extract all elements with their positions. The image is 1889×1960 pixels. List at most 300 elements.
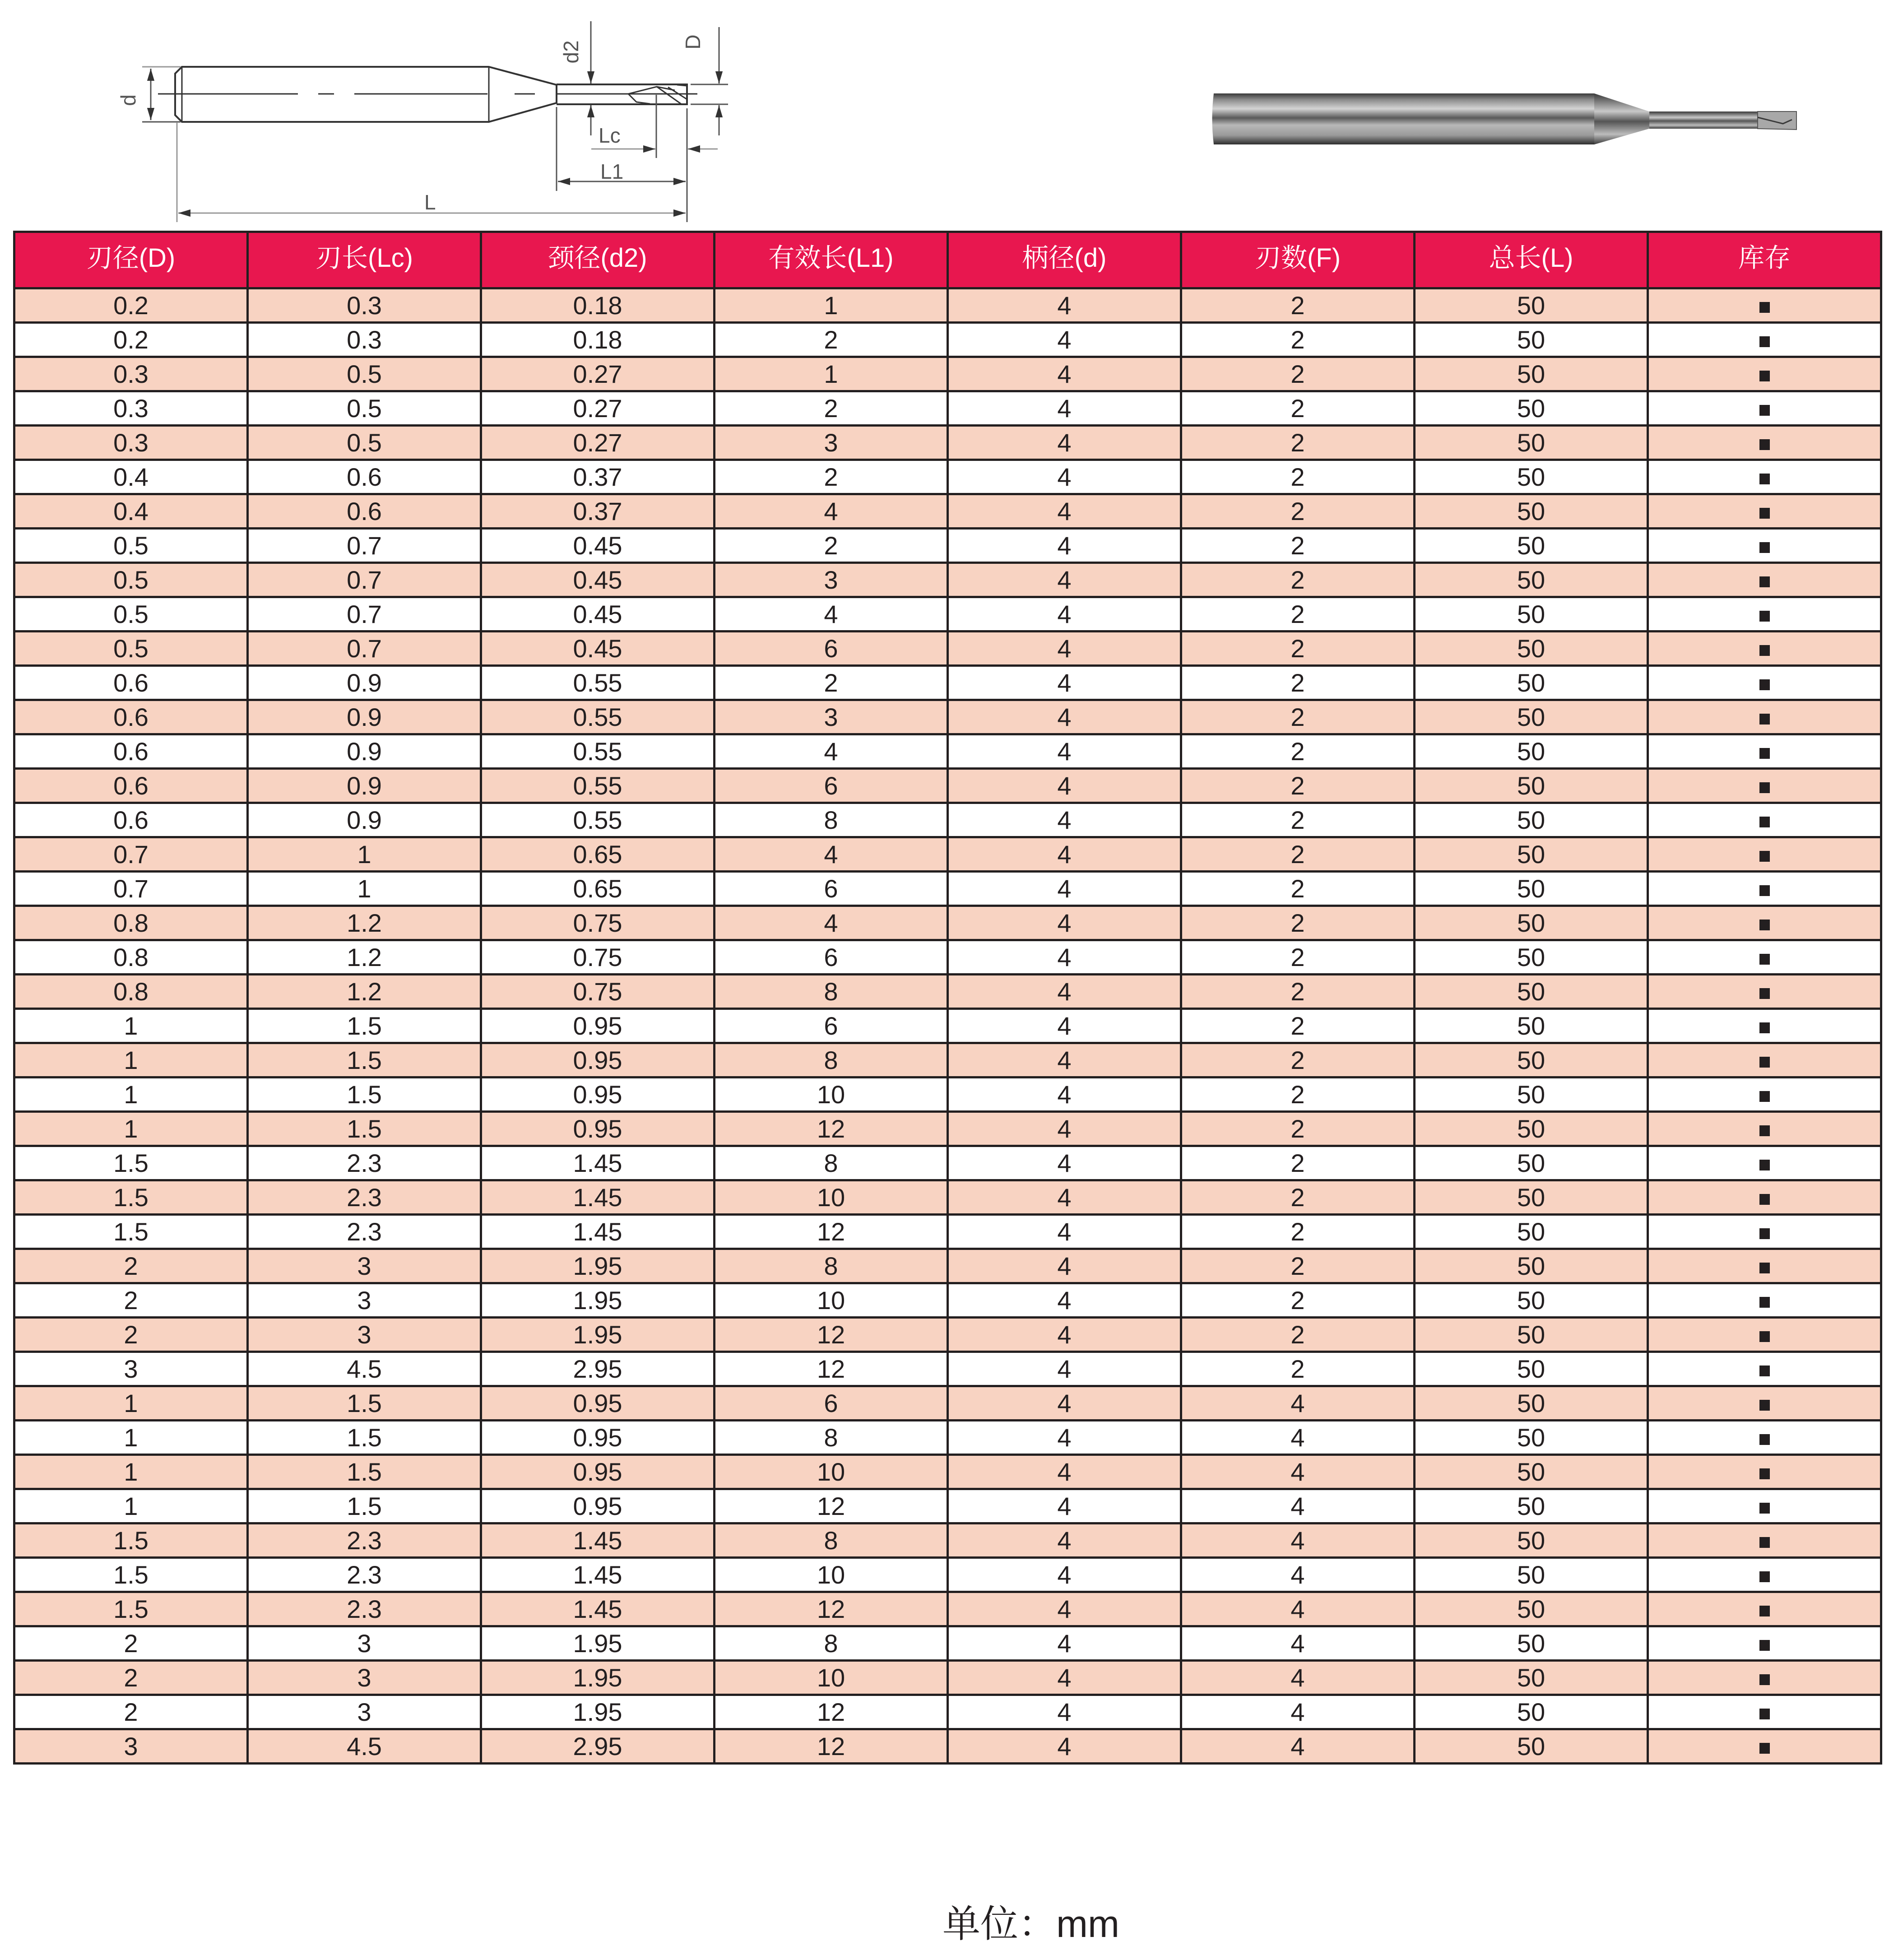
cell-shank-diameter: 4 [948,1729,1181,1764]
cell-shank-diameter: 4 [948,288,1181,323]
cell-overall-length: 50 [1415,1661,1648,1695]
cell-blade-diameter: 0.5 [14,597,248,632]
cell-neck-diameter: 1.95 [481,1318,715,1352]
cell-shank-diameter: 4 [948,940,1181,975]
cell-effective-length: 4 [715,734,948,769]
cell-blade-length: 2.3 [248,1592,481,1626]
cell-blade-diameter: 0.3 [14,357,248,391]
in-stock-icon [1759,1434,1770,1445]
cell-effective-length: 2 [715,323,948,357]
table-row [14,426,1881,460]
in-stock-icon [1759,1571,1770,1582]
cell-neck-diameter: 0.45 [481,529,715,563]
cell-shank-diameter: 4 [948,391,1181,426]
cell-stock [1648,1249,1881,1283]
cell-blade-length: 1.2 [248,975,481,1009]
table-row [14,666,1881,700]
table-row [14,1626,1881,1661]
cell-effective-length: 8 [715,1626,948,1661]
cell-effective-length: 8 [715,1421,948,1455]
cell-effective-length: 6 [715,632,948,666]
dim-label-d2: d2 [559,40,583,64]
cell-effective-length: 12 [715,1592,948,1626]
in-stock-icon [1759,1297,1770,1308]
cell-overall-length: 50 [1415,426,1648,460]
cell-blade-length: 0.9 [248,700,481,734]
cell-overall-length: 50 [1415,1318,1648,1352]
cell-shank-diameter: 4 [948,357,1181,391]
in-stock-icon [1759,1331,1770,1342]
table-row [14,1695,1881,1729]
cell-blade-diameter: 0.8 [14,906,248,940]
cell-blade-diameter: 2 [14,1661,248,1695]
column-header-effective-length: 有效长(L1) [715,232,948,288]
cell-shank-diameter: 4 [948,494,1181,529]
cell-blade-diameter: 0.2 [14,323,248,357]
in-stock-icon [1759,611,1770,622]
in-stock-icon [1759,1365,1770,1376]
cell-effective-length: 4 [715,597,948,632]
cell-shank-diameter: 4 [948,1455,1181,1489]
table-header-row [14,232,1881,288]
cell-stock [1648,494,1881,529]
table-row [14,975,1881,1009]
cell-neck-diameter: 1.45 [481,1215,715,1249]
cell-blade-diameter: 0.6 [14,769,248,803]
cell-flute-count: 2 [1181,837,1415,872]
cell-overall-length: 50 [1415,1729,1648,1764]
column-header-blade-length: 刃长(Lc) [248,232,481,288]
cell-blade-diameter: 2 [14,1249,248,1283]
cell-blade-diameter: 1 [14,1112,248,1146]
cell-stock [1648,1283,1881,1318]
cell-stock [1648,563,1881,597]
table-row [14,1180,1881,1215]
cell-flute-count: 2 [1181,1078,1415,1112]
cell-flute-count: 4 [1181,1592,1415,1626]
cell-blade-length: 1.5 [248,1489,481,1523]
table-row [14,1009,1881,1043]
cell-blade-length: 4.5 [248,1352,481,1386]
in-stock-icon [1759,336,1770,347]
cell-blade-diameter: 0.7 [14,837,248,872]
cell-stock [1648,1729,1881,1764]
cell-blade-diameter: 0.3 [14,426,248,460]
cell-flute-count: 2 [1181,1009,1415,1043]
cell-blade-length: 0.7 [248,563,481,597]
cell-shank-diameter: 4 [948,1592,1181,1626]
cell-overall-length: 50 [1415,1249,1648,1283]
column-header-overall-length: 总长(L) [1415,232,1648,288]
cell-flute-count: 2 [1181,357,1415,391]
cell-effective-length: 8 [715,1249,948,1283]
in-stock-icon [1759,371,1770,381]
cell-effective-length: 10 [715,1180,948,1215]
cell-effective-length: 12 [715,1729,948,1764]
cell-blade-diameter: 0.4 [14,494,248,529]
cell-stock [1648,1455,1881,1489]
cell-effective-length: 6 [715,769,948,803]
cell-effective-length: 12 [715,1489,948,1523]
cell-shank-diameter: 4 [948,1661,1181,1695]
cell-flute-count: 4 [1181,1558,1415,1592]
cell-blade-diameter: 1.5 [14,1558,248,1592]
in-stock-icon [1759,1022,1770,1033]
table-row [14,1078,1881,1112]
in-stock-icon [1759,508,1770,519]
cell-blade-diameter: 0.5 [14,563,248,597]
cell-flute-count: 2 [1181,906,1415,940]
cell-stock [1648,940,1881,975]
cell-effective-length: 6 [715,872,948,906]
table-row [14,1455,1881,1489]
cell-stock [1648,666,1881,700]
cell-flute-count: 2 [1181,803,1415,837]
in-stock-icon [1759,1091,1770,1102]
cell-effective-length: 3 [715,700,948,734]
cell-shank-diameter: 4 [948,1146,1181,1180]
cell-stock [1648,1661,1881,1695]
cell-flute-count: 4 [1181,1729,1415,1764]
cell-neck-diameter: 1.45 [481,1523,715,1558]
cell-stock [1648,837,1881,872]
cell-neck-diameter: 0.95 [481,1009,715,1043]
cell-overall-length: 50 [1415,1283,1648,1318]
table-row [14,837,1881,872]
cell-flute-count: 4 [1181,1695,1415,1729]
cell-shank-diameter: 4 [948,666,1181,700]
table-row [14,769,1881,803]
table-row [14,391,1881,426]
cell-shank-diameter: 4 [948,769,1181,803]
in-stock-icon [1759,714,1770,725]
table-row [14,1489,1881,1523]
cell-blade-length: 0.5 [248,391,481,426]
table-body [14,288,1881,1764]
cell-overall-length: 50 [1415,529,1648,563]
cell-shank-diameter: 4 [948,872,1181,906]
table-row [14,1421,1881,1455]
cell-overall-length: 50 [1415,1558,1648,1592]
cell-effective-length: 8 [715,1043,948,1078]
cell-flute-count: 2 [1181,1215,1415,1249]
column-header-blade-diameter: 刃径(D) [14,232,248,288]
cell-flute-count: 2 [1181,632,1415,666]
in-stock-icon [1759,885,1770,896]
cell-neck-diameter: 0.55 [481,666,715,700]
cell-effective-length: 2 [715,460,948,494]
cell-blade-diameter: 0.6 [14,734,248,769]
cell-shank-diameter: 4 [948,1283,1181,1318]
in-stock-icon [1759,817,1770,827]
cell-neck-diameter: 0.55 [481,734,715,769]
cell-blade-length: 0.5 [248,426,481,460]
cell-stock [1648,803,1881,837]
table-row [14,940,1881,975]
cell-neck-diameter: 0.95 [481,1421,715,1455]
cell-effective-length: 10 [715,1283,948,1318]
in-stock-icon [1759,1057,1770,1068]
cell-blade-length: 1.5 [248,1043,481,1078]
table-row [14,494,1881,529]
cell-shank-diameter: 4 [948,460,1181,494]
cell-neck-diameter: 0.95 [481,1078,715,1112]
cell-blade-diameter: 0.5 [14,529,248,563]
cell-effective-length: 6 [715,1386,948,1421]
cell-neck-diameter: 0.95 [481,1043,715,1078]
cell-neck-diameter: 0.75 [481,975,715,1009]
cell-shank-diameter: 4 [948,426,1181,460]
cell-blade-diameter: 0.6 [14,700,248,734]
cell-flute-count: 2 [1181,1352,1415,1386]
cell-overall-length: 50 [1415,494,1648,529]
cell-blade-length: 1.5 [248,1112,481,1146]
table-row [14,700,1881,734]
cell-flute-count: 2 [1181,323,1415,357]
cell-neck-diameter: 0.37 [481,460,715,494]
cell-stock [1648,906,1881,940]
in-stock-icon [1759,1709,1770,1719]
cell-shank-diameter: 4 [948,1215,1181,1249]
cell-blade-length: 0.6 [248,460,481,494]
cell-overall-length: 50 [1415,1523,1648,1558]
cell-blade-diameter: 0.2 [14,288,248,323]
cell-flute-count: 2 [1181,563,1415,597]
cell-blade-diameter: 1 [14,1078,248,1112]
cell-overall-length: 50 [1415,288,1648,323]
cell-blade-diameter: 2 [14,1318,248,1352]
cell-stock [1648,357,1881,391]
cell-neck-diameter: 0.95 [481,1489,715,1523]
cell-overall-length: 50 [1415,460,1648,494]
column-header-flute-count: 刃数(F) [1181,232,1415,288]
in-stock-icon [1759,1503,1770,1514]
cell-effective-length: 12 [715,1352,948,1386]
cell-blade-diameter: 1 [14,1043,248,1078]
cell-stock [1648,529,1881,563]
in-stock-icon [1759,679,1770,690]
in-stock-icon [1759,1400,1770,1411]
table-row [14,906,1881,940]
cell-blade-diameter: 1.5 [14,1592,248,1626]
table-row [14,1558,1881,1592]
cell-flute-count: 2 [1181,1249,1415,1283]
in-stock-icon [1759,1228,1770,1239]
cell-stock [1648,391,1881,426]
cell-stock [1648,426,1881,460]
cell-stock [1648,975,1881,1009]
cell-blade-diameter: 0.6 [14,666,248,700]
cell-neck-diameter: 0.27 [481,357,715,391]
cell-blade-diameter: 1.5 [14,1146,248,1180]
cell-overall-length: 50 [1415,391,1648,426]
cell-blade-diameter: 0.3 [14,391,248,426]
cell-flute-count: 4 [1181,1421,1415,1455]
cell-overall-length: 50 [1415,700,1648,734]
cell-neck-diameter: 1.95 [481,1695,715,1729]
cell-overall-length: 50 [1415,1078,1648,1112]
cell-neck-diameter: 1.95 [481,1661,715,1695]
in-stock-icon [1759,576,1770,587]
in-stock-icon [1759,1194,1770,1205]
table-row [14,1146,1881,1180]
cell-shank-diameter: 4 [948,1695,1181,1729]
in-stock-icon [1759,1743,1770,1754]
cell-neck-diameter: 1.45 [481,1180,715,1215]
cell-blade-length: 0.9 [248,734,481,769]
cell-stock [1648,700,1881,734]
in-stock-icon [1759,474,1770,484]
cell-blade-diameter: 1.5 [14,1215,248,1249]
in-stock-icon [1759,1125,1770,1136]
cell-blade-length: 1.5 [248,1009,481,1043]
cell-blade-length: 0.5 [248,357,481,391]
cell-blade-diameter: 1.5 [14,1180,248,1215]
cell-overall-length: 50 [1415,1592,1648,1626]
cell-blade-length: 1 [248,837,481,872]
cell-shank-diameter: 4 [948,323,1181,357]
cell-neck-diameter: 1.95 [481,1626,715,1661]
cell-shank-diameter: 4 [948,1352,1181,1386]
table-row [14,460,1881,494]
in-stock-icon [1759,1160,1770,1170]
cell-flute-count: 4 [1181,1386,1415,1421]
cell-blade-length: 3 [248,1318,481,1352]
cell-overall-length: 50 [1415,1009,1648,1043]
cell-shank-diameter: 4 [948,1421,1181,1455]
cell-effective-length: 12 [715,1112,948,1146]
cell-blade-diameter: 2 [14,1695,248,1729]
cell-flute-count: 4 [1181,1489,1415,1523]
cell-overall-length: 50 [1415,975,1648,1009]
in-stock-icon [1759,1263,1770,1273]
in-stock-icon [1759,439,1770,450]
photo-taper [1594,93,1649,144]
cell-flute-count: 2 [1181,769,1415,803]
cell-effective-length: 6 [715,940,948,975]
cell-blade-length: 2.3 [248,1215,481,1249]
in-stock-icon [1759,302,1770,313]
cell-effective-length: 3 [715,426,948,460]
cell-overall-length: 50 [1415,769,1648,803]
cell-overall-length: 50 [1415,1489,1648,1523]
photo-shank [1212,93,1595,144]
cell-neck-diameter: 0.95 [481,1386,715,1421]
cell-effective-length: 8 [715,1146,948,1180]
cell-shank-diameter: 4 [948,837,1181,872]
cell-blade-diameter: 3 [14,1352,248,1386]
cell-shank-diameter: 4 [948,1386,1181,1421]
tool-dimension-diagram [0,0,767,230]
cell-blade-length: 0.3 [248,288,481,323]
cell-stock [1648,1592,1881,1626]
cell-blade-diameter: 1 [14,1421,248,1455]
cell-overall-length: 50 [1415,632,1648,666]
cell-effective-length: 1 [715,357,948,391]
cell-neck-diameter: 1.95 [481,1249,715,1283]
column-header-neck-diameter: 颈径(d2) [481,232,715,288]
cell-flute-count: 2 [1181,1043,1415,1078]
cell-stock [1648,1421,1881,1455]
cell-effective-length: 10 [715,1455,948,1489]
cell-shank-diameter: 4 [948,1626,1181,1661]
cell-neck-diameter: 0.65 [481,872,715,906]
table-row [14,288,1881,323]
table-row [14,872,1881,906]
cell-overall-length: 50 [1415,1215,1648,1249]
cell-blade-diameter: 0.8 [14,940,248,975]
end-mill-photo [1201,86,1805,153]
cell-overall-length: 50 [1415,872,1648,906]
cell-shank-diameter: 4 [948,1078,1181,1112]
cell-blade-diameter: 0.8 [14,975,248,1009]
cell-flute-count: 2 [1181,700,1415,734]
cell-blade-length: 0.7 [248,597,481,632]
cell-stock [1648,1043,1881,1078]
table-row [14,323,1881,357]
cell-stock [1648,1215,1881,1249]
cell-flute-count: 2 [1181,494,1415,529]
table-row [14,1043,1881,1078]
cell-blade-diameter: 0.4 [14,460,248,494]
cell-shank-diameter: 4 [948,563,1181,597]
cell-effective-length: 4 [715,837,948,872]
cell-stock [1648,288,1881,323]
cell-flute-count: 2 [1181,1283,1415,1318]
cell-shank-diameter: 4 [948,1180,1181,1215]
cell-flute-count: 2 [1181,1146,1415,1180]
cell-flute-count: 2 [1181,426,1415,460]
cell-effective-length: 10 [715,1078,948,1112]
in-stock-icon [1759,988,1770,999]
cell-shank-diameter: 4 [948,1112,1181,1146]
cell-neck-diameter: 0.27 [481,391,715,426]
column-header-stock: 库存 [1648,232,1881,288]
cell-blade-diameter: 1.5 [14,1523,248,1558]
cell-flute-count: 2 [1181,529,1415,563]
cell-blade-diameter: 2 [14,1626,248,1661]
cell-flute-count: 2 [1181,460,1415,494]
table-row [14,1386,1881,1421]
cell-neck-diameter: 0.37 [481,494,715,529]
table-row [14,1283,1881,1318]
in-stock-icon [1759,1606,1770,1616]
cell-effective-length: 12 [715,1215,948,1249]
cell-blade-length: 1.2 [248,906,481,940]
cell-blade-length: 1 [248,872,481,906]
cell-shank-diameter: 4 [948,700,1181,734]
cell-stock [1648,1386,1881,1421]
cell-blade-length: 1.5 [248,1386,481,1421]
cell-neck-diameter: 0.55 [481,803,715,837]
cell-neck-diameter: 0.55 [481,769,715,803]
in-stock-icon [1759,954,1770,965]
cell-blade-length: 2.3 [248,1558,481,1592]
cell-overall-length: 50 [1415,563,1648,597]
cell-shank-diameter: 4 [948,1523,1181,1558]
cell-neck-diameter: 0.75 [481,906,715,940]
table-row [14,529,1881,563]
table-row [14,1112,1881,1146]
in-stock-icon [1759,782,1770,793]
cell-overall-length: 50 [1415,1180,1648,1215]
cell-flute-count: 2 [1181,734,1415,769]
cell-neck-diameter: 2.95 [481,1352,715,1386]
photo-neck [1649,111,1758,129]
cell-blade-length: 1.5 [248,1421,481,1455]
cell-overall-length: 50 [1415,1455,1648,1489]
cell-shank-diameter: 4 [948,906,1181,940]
